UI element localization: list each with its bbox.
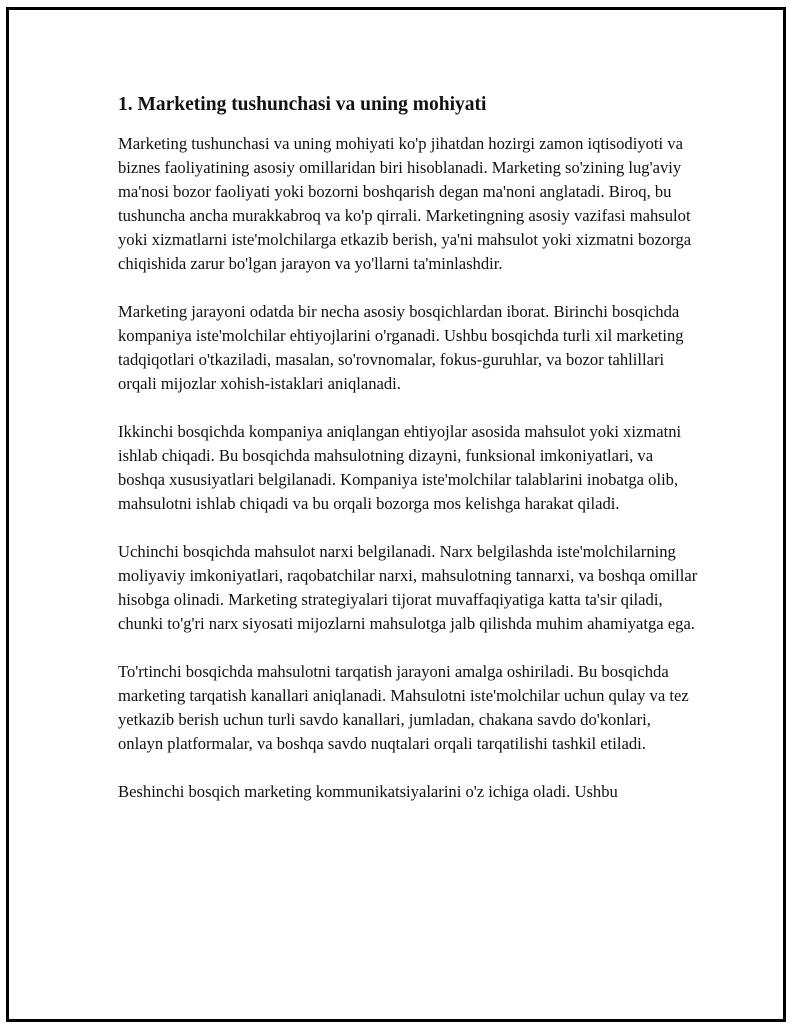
paragraph-3: Ikkinchi bosqichda kompaniya aniqlangan ehtiyojlar asosida mahsulot yoki xizmatni ishlab chiqadi. Bu bosqichda mahsulotning dizayni, funksional imkoniyatlari, va boshqa xususiyatlari belgilanadi. Kompaniya iste'molchilar talablarini inobatga olib, mahsulotni ishlab chiqadi va bu orqali bozorga mos kelishga harakat qiladi. (118, 422, 682, 513)
document-title: 1. Marketing tushunchasi va uning mohiyati (118, 94, 487, 115)
paragraph-1: Marketing tushunchasi va uning mohiyati ko'p jihatdan hozirgi zamon iqtisodiyoti va biznes faoliyatining asosiy omillaridan biri hisoblanadi. Marketing so'zining lug'aviy ma'nosi bozor faoliyati yoki bozorni boshqarish degan ma'noni anglatadi. Biroq, bu tushuncha ancha murakkabroq va ko'p qirrali. Marketingning asosiy vazifasi mahsulot yoki xizmatlarni iste'molchilarga etkazib berish, ya'ni mahsulot yoki xizmatni bozorga chiqishida zarur bo'lgan jarayon va yo'llarni ta'minlashdir. (118, 134, 692, 273)
paragraph-6: Beshinchi bosqich marketing kommunikatsiyalarini o'z ichiga oladi. Ushbu (118, 782, 618, 801)
paragraph-4: Uchinchi bosqichda mahsulot narxi belgilanadi. Narx belgilashda iste'molchilarning moliyaviy imkoniyatlari, raqobatchilar narxi, mahsulotning tannarxi, va boshqa omillar hisobga olinadi. Marketing strategiyalari tijorat muvaffaqiyatiga katta ta'sir qiladi, chunki to'g'ri narx siyosati mijozlarni mahsulotga jalb qilishda muhim ahamiyatga ega. (118, 542, 698, 633)
document-body (118, 92, 698, 828)
paragraph-2: Marketing jarayoni odatda bir necha asosiy bosqichlardan iborat. Birinchi bosqichda kompaniya iste'molchilar ehtiyojlarini o'rganadi. Ushbu bosqichda turli xil marketing tadqiqotlari o'tkaziladi, masalan, so'rovnomalar, fokus-guruhlar, va bozor tahlillari orqali mijozlar xohish-istaklari aniqlanadi. (118, 302, 684, 393)
paragraph-5: To'rtinchi bosqichda mahsulotni tarqatish jarayoni amalga oshiriladi. Bu bosqichda marketing tarqatish kanallari aniqlanadi. Mahsulotni iste'molchilar uchun qulay va tez yetkazib berish uchun turli savdo kanallari, jumladan, chakana savdo do'konlari, onlayn platformalar, va boshqa savdo nuqtalari orqali tarqatilishi tashkil etiladi. (118, 662, 689, 753)
